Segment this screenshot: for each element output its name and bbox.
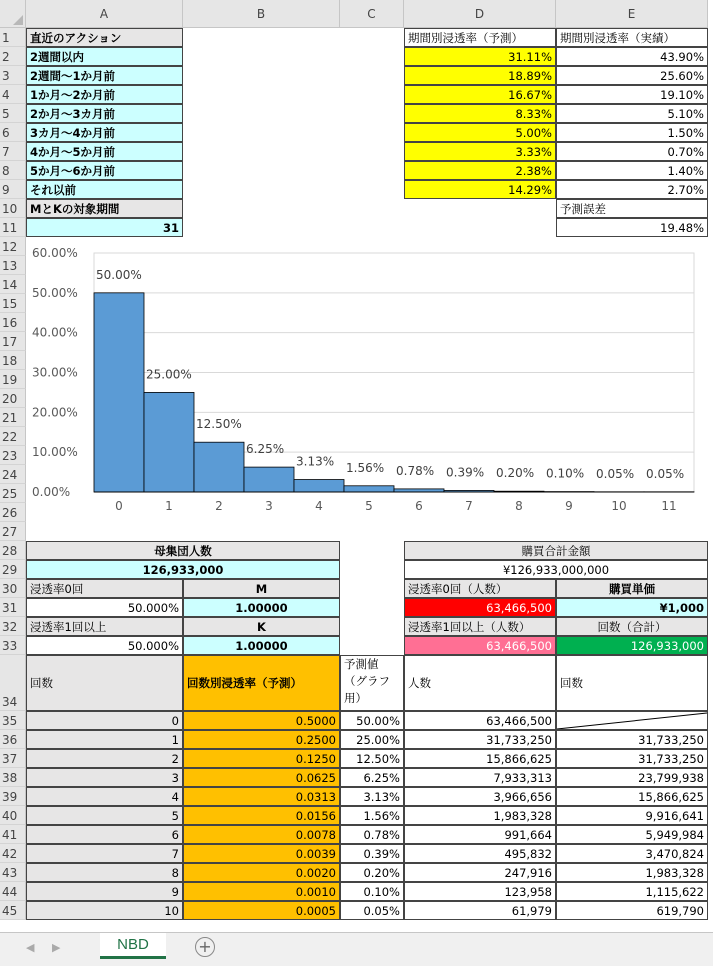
x-tick-label: 11 (661, 499, 677, 513)
bar-4 (294, 480, 344, 492)
bar-0 (94, 293, 144, 492)
row-header-28[interactable]: 28 (0, 541, 26, 560)
triangle-right-icon[interactable]: ▶ (52, 941, 61, 954)
row-header-2[interactable]: 2 (0, 47, 26, 66)
table-header-d[interactable] (404, 655, 556, 711)
table-cell-people[interactable]: 123,958 (404, 882, 556, 901)
table-cell-times[interactable]: 619,790 (556, 901, 708, 920)
row-header-40[interactable]: 40 (0, 806, 26, 825)
actual-rate-header[interactable]: 期間別浸透率（実績） (556, 28, 708, 47)
table-cell-graph[interactable]: 0.10% (340, 882, 404, 901)
table-cell-times[interactable]: 31,733,250 (556, 730, 708, 749)
x-tick-label: 5 (365, 499, 373, 513)
table-cell-rate[interactable]: 0.0020 (183, 863, 340, 882)
row-header-44[interactable]: 44 (0, 882, 26, 901)
table-cell-people[interactable]: 1,983,328 (404, 806, 556, 825)
actual-rate-cell[interactable]: 43.90% (556, 47, 708, 66)
column-header-e[interactable]: E (556, 0, 708, 28)
table-cell-count[interactable]: 10 (26, 901, 183, 920)
row-header-16[interactable]: 16 (0, 313, 26, 332)
table-cell-graph[interactable]: 3.13% (340, 787, 404, 806)
table-header-label: 回数 (30, 675, 53, 690)
x-tick-label: 8 (515, 499, 523, 513)
row-header-29[interactable]: 29 (0, 560, 26, 579)
row-header-36[interactable]: 36 (0, 730, 26, 749)
actual-rate-cell[interactable]: 25.60% (556, 66, 708, 85)
error-value[interactable]: 19.48% (556, 218, 708, 237)
action-label[interactable]: 1か月～2か月前 (26, 85, 183, 104)
table-cell-times[interactable] (556, 711, 708, 730)
row-header-9[interactable]: 9 (0, 180, 26, 199)
row-header-18[interactable]: 18 (0, 351, 26, 370)
data-label: 3.13% (296, 454, 335, 469)
plus-circle-icon[interactable]: + (195, 937, 215, 957)
actual-rate-cell[interactable]: 19.10% (556, 85, 708, 104)
table-cell-count[interactable]: 5 (26, 806, 183, 825)
column-header-c[interactable]: C (340, 0, 404, 28)
data-label: 6.25% (246, 442, 285, 457)
row-header-34[interactable]: 34 (0, 655, 26, 711)
table-cell-people[interactable]: 15,866,625 (404, 749, 556, 768)
x-tick-label: 1 (165, 499, 173, 513)
diagonal-line (557, 712, 708, 730)
actual-rate-cell[interactable]: 5.10% (556, 104, 708, 123)
table-header-label: 回数 (560, 675, 583, 690)
row-header-23[interactable]: 23 (0, 446, 26, 465)
data-label: 1.56% (346, 460, 385, 475)
row-header-35[interactable]: 35 (0, 711, 26, 730)
bar-chart[interactable] (26, 242, 708, 517)
table-cell-people[interactable]: 3,966,656 (404, 787, 556, 806)
row-header-38[interactable]: 38 (0, 768, 26, 787)
pred-rate-cell[interactable]: 31.11% (404, 47, 556, 66)
unit-label[interactable]: 購買単価 (556, 579, 708, 598)
row-header-22[interactable]: 22 (0, 427, 26, 446)
row-header-45[interactable]: 45 (0, 901, 26, 920)
row-header-26[interactable]: 26 (0, 503, 26, 522)
table-cell-count[interactable]: 4 (26, 787, 183, 806)
row-header-13[interactable]: 13 (0, 256, 26, 275)
row-header-33[interactable]: 33 (0, 636, 26, 655)
table-cell-times[interactable]: 23,799,938 (556, 768, 708, 787)
x-tick-label: 3 (265, 499, 273, 513)
table-cell-times[interactable]: 1,983,328 (556, 863, 708, 882)
row-header-5[interactable]: 5 (0, 104, 26, 123)
pred-rate-cell[interactable]: 2.38% (404, 161, 556, 180)
period-value[interactable]: 31 (26, 218, 183, 237)
actual-rate-cell[interactable]: 1.40% (556, 161, 708, 180)
column-header-a[interactable]: A (26, 0, 183, 28)
row-header-24[interactable]: 24 (0, 465, 26, 484)
table-cell-count[interactable]: 9 (26, 882, 183, 901)
table-cell-rate[interactable]: 0.0039 (183, 844, 340, 863)
table-cell-people[interactable]: 991,664 (404, 825, 556, 844)
row-header-31[interactable]: 31 (0, 598, 26, 617)
unit-value[interactable]: ¥1,000 (556, 598, 708, 617)
rate1-label[interactable]: 浸透率1回以上 (26, 617, 183, 636)
table-cell-times[interactable]: 15,866,625 (556, 787, 708, 806)
table-cell-graph[interactable]: 1.56% (340, 806, 404, 825)
x-tick-label: 10 (611, 499, 627, 513)
row-header-7[interactable]: 7 (0, 142, 26, 161)
table-cell-count[interactable]: 3 (26, 768, 183, 787)
action-label[interactable]: 3カ月～4か月前 (26, 123, 183, 142)
count-label[interactable]: 回数（合計） (556, 617, 708, 636)
table-cell-rate[interactable]: 0.0078 (183, 825, 340, 844)
table-header-e[interactable] (556, 655, 708, 711)
table-cell-times[interactable]: 5,949,984 (556, 825, 708, 844)
y-tick-label: 30.00% (32, 365, 78, 380)
row-header-11[interactable]: 11 (0, 218, 26, 237)
select-all-corner[interactable] (0, 0, 26, 28)
action-header[interactable]: 直近のアクション (26, 28, 183, 47)
period-label[interactable]: MとKの対象期間 (26, 199, 183, 218)
table-cell-rate[interactable]: 0.2500 (183, 730, 340, 749)
table-cell-count[interactable]: 8 (26, 863, 183, 882)
action-label[interactable]: 2か月～3カ月前 (26, 104, 183, 123)
table-cell-rate[interactable]: 0.0005 (183, 901, 340, 920)
zero-value[interactable]: 63,466,500 (404, 598, 556, 617)
table-cell-people[interactable]: 61,979 (404, 901, 556, 920)
y-tick-label: 0.00% (32, 485, 71, 499)
y-tick-label: 60.00% (32, 246, 78, 260)
zero-label[interactable]: 浸透率0回（人数） (404, 579, 556, 598)
sheet-tab-nbd[interactable]: NBD (100, 933, 166, 959)
table-cell-rate[interactable]: 0.5000 (183, 711, 340, 730)
row-header-1[interactable]: 1 (0, 28, 26, 47)
table-cell-count[interactable]: 0 (26, 711, 183, 730)
x-tick-label: 4 (315, 499, 323, 513)
table-cell-rate[interactable]: 0.0010 (183, 882, 340, 901)
row-header-32[interactable]: 32 (0, 617, 26, 636)
table-cell-times[interactable]: 1,115,622 (556, 882, 708, 901)
pred-rate-cell[interactable]: 14.29% (404, 180, 556, 199)
table-cell-rate[interactable]: 0.1250 (183, 749, 340, 768)
rate0-label[interactable]: 浸透率0回 (26, 579, 183, 598)
table-cell-times[interactable]: 9,916,641 (556, 806, 708, 825)
one-label[interactable]: 浸透率1回以上（人数） (404, 617, 556, 636)
table-cell-count[interactable]: 1 (26, 730, 183, 749)
pred-rate-cell[interactable]: 18.89% (404, 66, 556, 85)
action-label[interactable]: 2週間以内 (26, 47, 183, 66)
y-tick-label: 40.00% (32, 325, 78, 340)
table-cell-rate[interactable]: 0.0156 (183, 806, 340, 825)
table-cell-graph[interactable]: 6.25% (340, 768, 404, 787)
actual-rate-cell[interactable]: 2.70% (556, 180, 708, 199)
count-value[interactable]: 126,933,000 (556, 636, 708, 655)
x-tick-label: 7 (465, 499, 473, 513)
data-label: 25.00% (146, 367, 192, 382)
y-tick-label: 10.00% (32, 445, 78, 460)
rate1-value[interactable]: 50.000% (26, 636, 183, 655)
row-header-12[interactable]: 12 (0, 237, 26, 256)
x-tick-label: 0 (115, 499, 123, 513)
bar-3 (244, 467, 294, 492)
table-cell-people[interactable]: 495,832 (404, 844, 556, 863)
table-cell-graph[interactable]: 25.00% (340, 730, 404, 749)
table-cell-count[interactable]: 2 (26, 749, 183, 768)
row-header-17[interactable]: 17 (0, 332, 26, 351)
row-header-27[interactable]: 27 (0, 522, 26, 541)
column-header-d[interactable]: D (404, 0, 556, 28)
row-header-3[interactable]: 3 (0, 66, 26, 85)
row-header-10[interactable]: 10 (0, 199, 26, 218)
table-cell-people[interactable]: 31,733,250 (404, 730, 556, 749)
data-label: 0.10% (546, 466, 585, 481)
action-label[interactable]: 4か月～5か月前 (26, 142, 183, 161)
k-value[interactable]: 1.00000 (183, 636, 340, 655)
y-tick-label: 20.00% (32, 405, 78, 420)
m-label[interactable]: M (183, 579, 340, 598)
table-header-c[interactable] (340, 655, 404, 711)
row-header-39[interactable]: 39 (0, 787, 26, 806)
x-tick-label: 6 (415, 499, 423, 513)
table-cell-people[interactable]: 63,466,500 (404, 711, 556, 730)
table-cell-rate[interactable]: 0.0625 (183, 768, 340, 787)
row-header-20[interactable]: 20 (0, 389, 26, 408)
table-header-label: 回数別浸透率（予測） (187, 675, 302, 690)
action-label[interactable]: それ以前 (26, 180, 183, 199)
x-tick-label: 9 (565, 499, 573, 513)
data-label: 50.00% (96, 267, 142, 282)
table-cell-people[interactable]: 7,933,313 (404, 768, 556, 787)
row-header-8[interactable]: 8 (0, 161, 26, 180)
row-header-41[interactable]: 41 (0, 825, 26, 844)
data-label: 0.05% (596, 466, 635, 481)
row-header-6[interactable]: 6 (0, 123, 26, 142)
population-value[interactable]: 126,933,000 (26, 560, 340, 579)
row-header-14[interactable]: 14 (0, 275, 26, 294)
table-cell-graph[interactable]: 50.00% (340, 711, 404, 730)
table-cell-count[interactable]: 6 (26, 825, 183, 844)
pred-rate-cell[interactable]: 8.33% (404, 104, 556, 123)
table-header-b[interactable] (183, 655, 340, 711)
actual-rate-cell[interactable]: 1.50% (556, 123, 708, 142)
table-cell-graph[interactable]: 0.78% (340, 825, 404, 844)
population-header[interactable]: 母集団人数 (26, 541, 340, 560)
m-value[interactable]: 1.00000 (183, 598, 340, 617)
bar-2 (194, 442, 244, 492)
row-header-21[interactable]: 21 (0, 408, 26, 427)
chart-svg (26, 242, 708, 517)
row-header-37[interactable]: 37 (0, 749, 26, 768)
y-tick-label: 50.00% (32, 285, 78, 300)
table-cell-people[interactable]: 247,916 (404, 863, 556, 882)
table-header-label: 人数 (408, 675, 431, 690)
action-label[interactable]: 2週間～1か月前 (26, 66, 183, 85)
pred-rate-cell[interactable]: 5.00% (404, 123, 556, 142)
bar-5 (344, 486, 394, 492)
pred-rate-cell[interactable]: 16.67% (404, 85, 556, 104)
table-cell-graph[interactable]: 0.05% (340, 901, 404, 920)
data-label: 12.50% (196, 417, 242, 432)
table-header-a[interactable] (26, 655, 183, 711)
table-cell-count[interactable]: 7 (26, 844, 183, 863)
error-label[interactable]: 予測誤差 (556, 199, 708, 218)
table-cell-times[interactable]: 3,470,824 (556, 844, 708, 863)
data-label: 0.05% (646, 466, 685, 481)
table-cell-graph[interactable]: 12.50% (340, 749, 404, 768)
row-header-43[interactable]: 43 (0, 863, 26, 882)
row-header-19[interactable]: 19 (0, 370, 26, 389)
sheet-tab-bar (0, 932, 713, 966)
data-label: 0.20% (496, 466, 535, 481)
table-cell-times[interactable]: 31,733,250 (556, 749, 708, 768)
triangle-left-icon[interactable]: ◀ (26, 941, 35, 954)
table-cell-rate[interactable]: 0.0313 (183, 787, 340, 806)
data-label: 0.39% (446, 465, 485, 480)
action-label[interactable]: 5か月～6か月前 (26, 161, 183, 180)
table-cell-graph[interactable]: 0.20% (340, 863, 404, 882)
data-label: 0.78% (396, 463, 435, 478)
x-tick-label: 2 (215, 499, 223, 513)
pred-rate-header[interactable]: 期間別浸透率（予測） (404, 28, 556, 47)
pred-rate-cell[interactable]: 3.33% (404, 142, 556, 161)
row-header-25[interactable]: 25 (0, 484, 26, 503)
row-header-4[interactable]: 4 (0, 85, 26, 104)
bar-1 (144, 392, 194, 492)
k-label[interactable]: K (183, 617, 340, 636)
actual-rate-cell[interactable]: 0.70% (556, 142, 708, 161)
row-header-42[interactable]: 42 (0, 844, 26, 863)
column-header-b[interactable]: B (183, 0, 340, 28)
rate0-value[interactable]: 50.000% (26, 598, 183, 617)
purchase-header[interactable]: 購買合計金額 (404, 541, 708, 560)
row-header-30[interactable]: 30 (0, 579, 26, 598)
one-value[interactable]: 63,466,500 (404, 636, 556, 655)
table-header-label: 予測値 （グラフ 用） (344, 657, 390, 705)
purchase-total[interactable]: ¥126,933,000,000 (404, 560, 708, 579)
row-header-15[interactable]: 15 (0, 294, 26, 313)
table-cell-graph[interactable]: 0.39% (340, 844, 404, 863)
